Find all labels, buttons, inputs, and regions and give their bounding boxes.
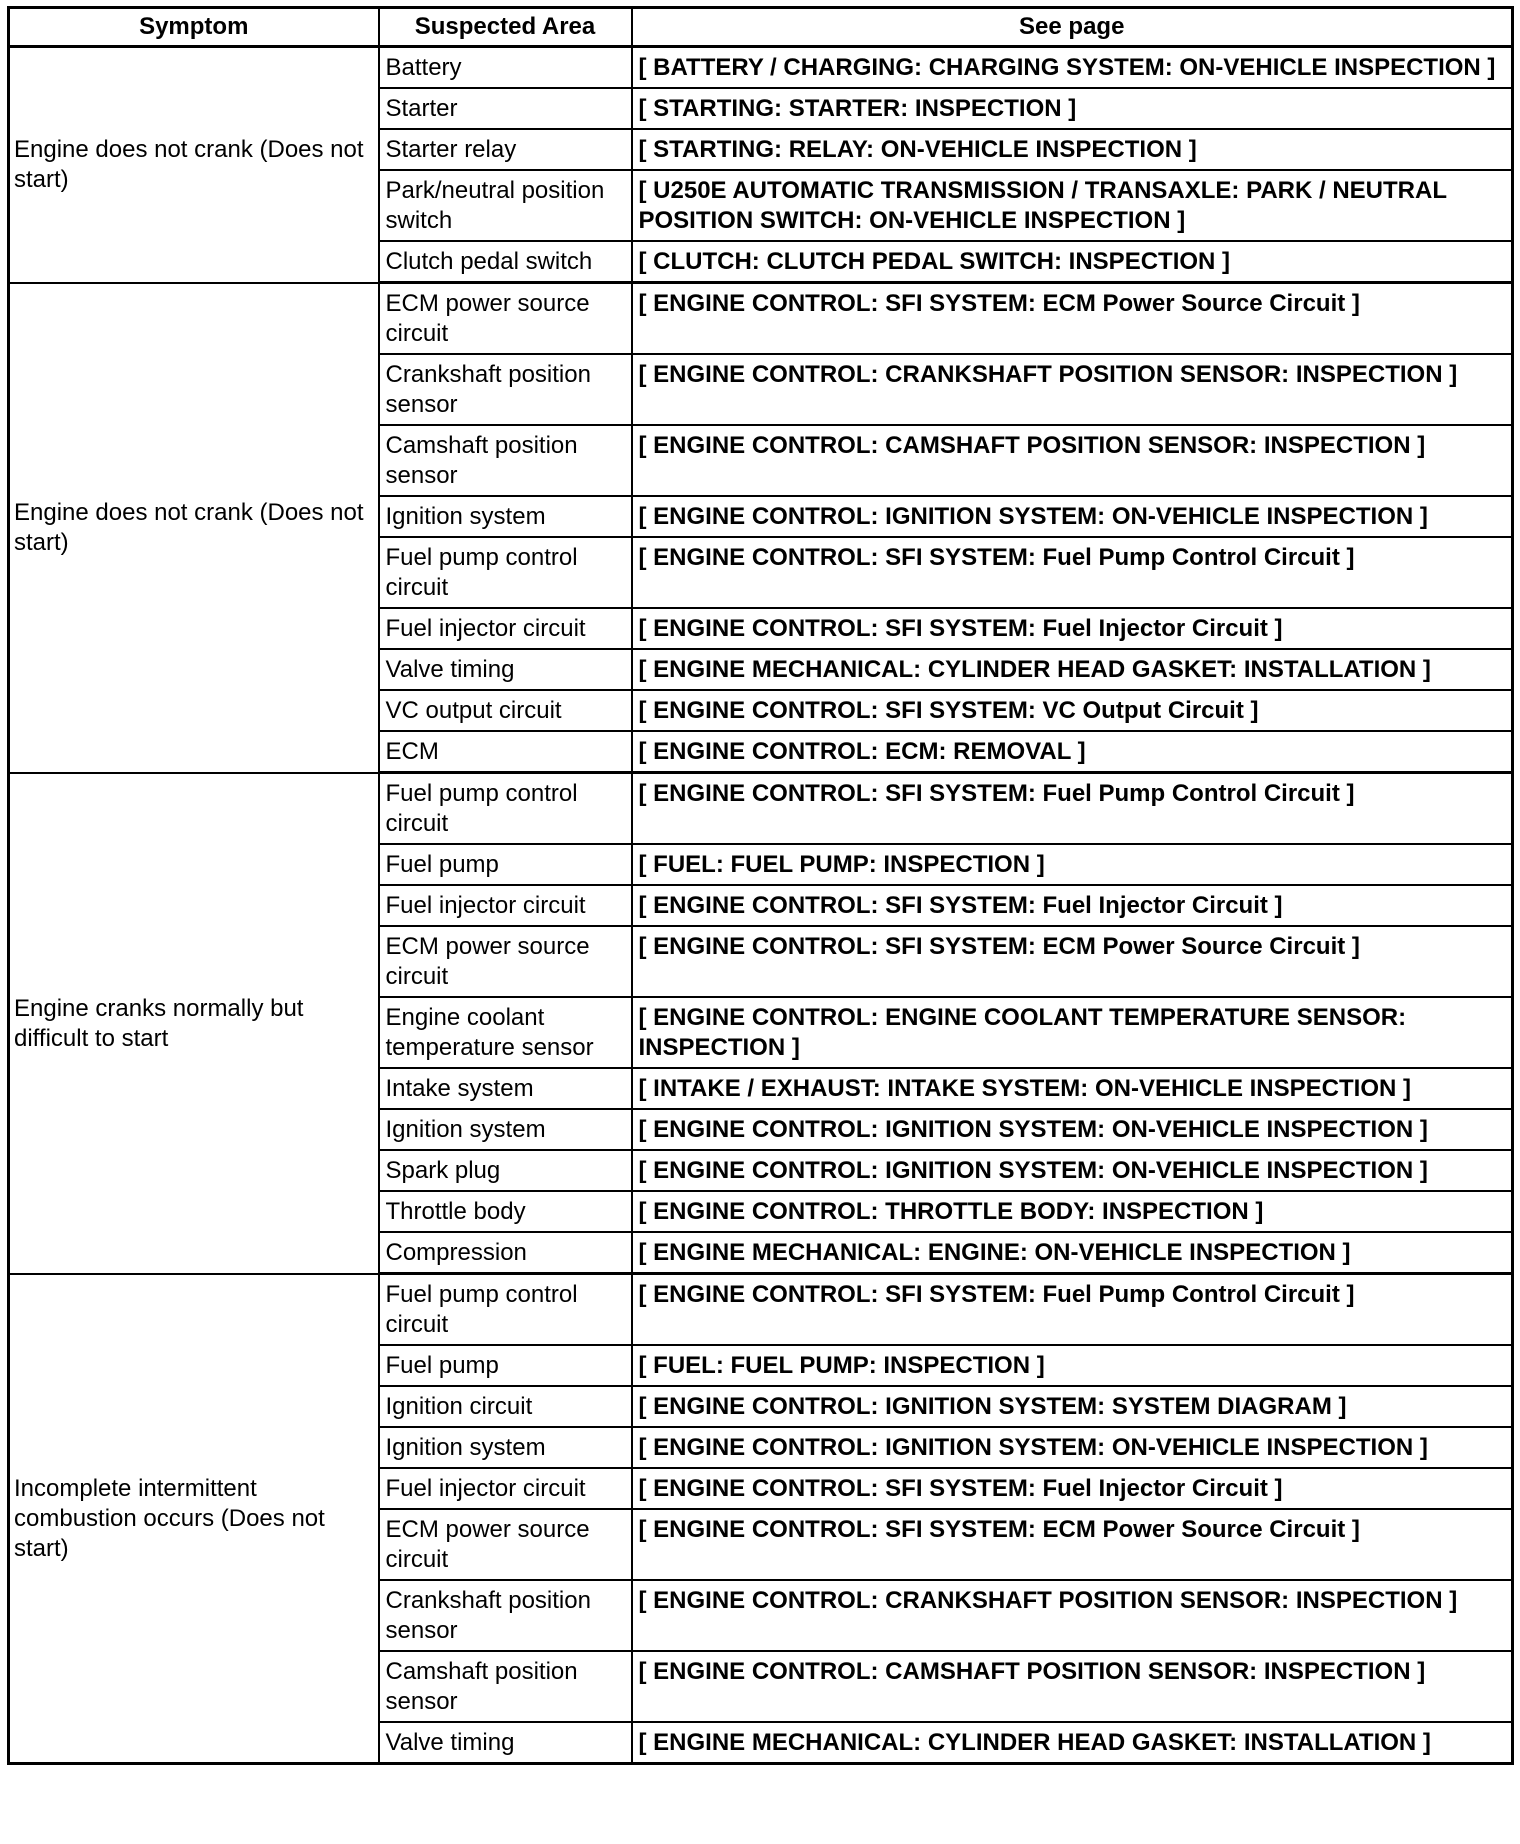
table-row <box>9 283 1513 355</box>
see-page-link[interactable]: [ FUEL: FUEL PUMP: INSPECTION ] <box>632 1345 1513 1386</box>
suspected-area-cell: Throttle body <box>379 1191 632 1232</box>
suspected-area-cell: Clutch pedal switch <box>379 241 632 283</box>
suspected-area-cell: Fuel pump <box>379 844 632 885</box>
suspected-area-cell: Crankshaft position sensor <box>379 354 632 425</box>
suspected-area-cell: Starter <box>379 88 632 129</box>
see-page-link[interactable]: [ ENGINE CONTROL: IGNITION SYSTEM: ON-VEHICLE INSPECTION ] <box>632 1109 1513 1150</box>
suspected-area-cell: ECM <box>379 731 632 773</box>
suspected-area-cell: Fuel pump control circuit <box>379 773 632 845</box>
see-page-link[interactable]: [ ENGINE CONTROL: SFI SYSTEM: Fuel Injector Circuit ] <box>632 1468 1513 1509</box>
see-page-link[interactable]: [ ENGINE CONTROL: IGNITION SYSTEM: ON-VEHICLE INSPECTION ] <box>632 1150 1513 1191</box>
see-page-link[interactable]: [ ENGINE CONTROL: CRANKSHAFT POSITION SENSOR: INSPECTION ] <box>632 354 1513 425</box>
see-page-link[interactable]: [ STARTING: STARTER: INSPECTION ] <box>632 88 1513 129</box>
suspected-area-cell: Ignition system <box>379 496 632 537</box>
table-row <box>9 47 1513 89</box>
suspected-area-cell: ECM power source circuit <box>379 283 632 355</box>
see-page-link[interactable]: [ ENGINE CONTROL: SFI SYSTEM: ECM Power Source Circuit ] <box>632 283 1513 355</box>
see-page-link[interactable]: [ ENGINE CONTROL: CRANKSHAFT POSITION SENSOR: INSPECTION ] <box>632 1580 1513 1651</box>
see-page-link[interactable]: [ ENGINE CONTROL: SFI SYSTEM: Fuel Pump Control Circuit ] <box>632 537 1513 608</box>
symptom-cell: Engine does not crank (Does not start) <box>9 47 379 283</box>
suspected-area-cell: Compression <box>379 1232 632 1274</box>
suspected-area-cell: Ignition circuit <box>379 1386 632 1427</box>
suspected-area-cell: Crankshaft position sensor <box>379 1580 632 1651</box>
suspected-area-cell: Spark plug <box>379 1150 632 1191</box>
see-page-link[interactable]: [ ENGINE CONTROL: SFI SYSTEM: Fuel Injector Circuit ] <box>632 608 1513 649</box>
suspected-area-cell: Fuel pump <box>379 1345 632 1386</box>
see-page-link[interactable]: [ ENGINE CONTROL: SFI SYSTEM: Fuel Injector Circuit ] <box>632 885 1513 926</box>
suspected-area-cell: Fuel injector circuit <box>379 608 632 649</box>
table-header <box>9 8 1513 47</box>
suspected-area-cell: Fuel injector circuit <box>379 885 632 926</box>
see-page-link[interactable]: [ INTAKE / EXHAUST: INTAKE SYSTEM: ON-VEHICLE INSPECTION ] <box>632 1068 1513 1109</box>
suspected-area-cell: Intake system <box>379 1068 632 1109</box>
see-page-link[interactable]: [ ENGINE MECHANICAL: ENGINE: ON-VEHICLE INSPECTION ] <box>632 1232 1513 1274</box>
see-page-link[interactable]: [ ENGINE CONTROL: CAMSHAFT POSITION SENSOR: INSPECTION ] <box>632 425 1513 496</box>
table-body <box>9 47 1513 1764</box>
see-page-link[interactable]: [ STARTING: RELAY: ON-VEHICLE INSPECTION ] <box>632 129 1513 170</box>
header-see-page: See page <box>632 8 1513 47</box>
see-page-link[interactable]: [ ENGINE CONTROL: CAMSHAFT POSITION SENSOR: INSPECTION ] <box>632 1651 1513 1722</box>
suspected-area-cell: Engine coolant temperature sensor <box>379 997 632 1068</box>
suspected-area-cell: Starter relay <box>379 129 632 170</box>
suspected-area-cell: VC output circuit <box>379 690 632 731</box>
see-page-link[interactable]: [ ENGINE CONTROL: IGNITION SYSTEM: ON-VEHICLE INSPECTION ] <box>632 1427 1513 1468</box>
table-row <box>9 1274 1513 1346</box>
see-page-link[interactable]: [ ENGINE MECHANICAL: CYLINDER HEAD GASKET: INSTALLATION ] <box>632 649 1513 690</box>
see-page-link[interactable]: [ ENGINE CONTROL: ENGINE COOLANT TEMPERATURE SENSOR: INSPECTION ] <box>632 997 1513 1068</box>
suspected-area-cell: Ignition system <box>379 1427 632 1468</box>
see-page-link[interactable]: [ ENGINE CONTROL: IGNITION SYSTEM: SYSTEM DIAGRAM ] <box>632 1386 1513 1427</box>
suspected-area-cell: Fuel injector circuit <box>379 1468 632 1509</box>
see-page-link[interactable]: [ ENGINE CONTROL: SFI SYSTEM: Fuel Pump Control Circuit ] <box>632 773 1513 845</box>
see-page-link[interactable]: [ BATTERY / CHARGING: CHARGING SYSTEM: ON-VEHICLE INSPECTION ] <box>632 47 1513 89</box>
suspected-area-cell: Ignition system <box>379 1109 632 1150</box>
symptom-cell: Incomplete intermittent combustion occurs (Does not start) <box>9 1274 379 1764</box>
header-suspected-area: Suspected Area <box>379 8 632 47</box>
see-page-link[interactable]: [ ENGINE CONTROL: ECM: REMOVAL ] <box>632 731 1513 773</box>
see-page-link[interactable]: [ FUEL: FUEL PUMP: INSPECTION ] <box>632 844 1513 885</box>
suspected-area-cell: Fuel pump control circuit <box>379 537 632 608</box>
suspected-area-cell: Valve timing <box>379 649 632 690</box>
see-page-link[interactable]: [ ENGINE CONTROL: THROTTLE BODY: INSPECTION ] <box>632 1191 1513 1232</box>
suspected-area-cell: Camshaft position sensor <box>379 1651 632 1722</box>
table-row <box>9 773 1513 845</box>
see-page-link[interactable]: [ ENGINE CONTROL: SFI SYSTEM: ECM Power Source Circuit ] <box>632 926 1513 997</box>
suspected-area-cell: ECM power source circuit <box>379 926 632 997</box>
troubleshooting-table <box>7 6 1514 1765</box>
see-page-link[interactable]: [ ENGINE CONTROL: IGNITION SYSTEM: ON-VEHICLE INSPECTION ] <box>632 496 1513 537</box>
suspected-area-cell: ECM power source circuit <box>379 1509 632 1580</box>
see-page-link[interactable]: [ U250E AUTOMATIC TRANSMISSION / TRANSAXLE: PARK / NEUTRAL POSITION SWITCH: ON-VEHICLE INSPECTION ] <box>632 170 1513 241</box>
header-row <box>9 8 1513 47</box>
suspected-area-cell: Camshaft position sensor <box>379 425 632 496</box>
see-page-link[interactable]: [ ENGINE MECHANICAL: CYLINDER HEAD GASKET: INSTALLATION ] <box>632 1722 1513 1764</box>
see-page-link[interactable]: [ ENGINE CONTROL: SFI SYSTEM: VC Output Circuit ] <box>632 690 1513 731</box>
header-symptom: Symptom <box>9 8 379 47</box>
suspected-area-cell: Valve timing <box>379 1722 632 1764</box>
suspected-area-cell: Battery <box>379 47 632 89</box>
symptom-cell: Engine cranks normally but difficult to start <box>9 773 379 1274</box>
see-page-link[interactable]: [ ENGINE CONTROL: SFI SYSTEM: Fuel Pump Control Circuit ] <box>632 1274 1513 1346</box>
symptom-cell: Engine does not crank (Does not start) <box>9 283 379 773</box>
suspected-area-cell: Fuel pump control circuit <box>379 1274 632 1346</box>
suspected-area-cell: Park/neutral position switch <box>379 170 632 241</box>
see-page-link[interactable]: [ CLUTCH: CLUTCH PEDAL SWITCH: INSPECTION ] <box>632 241 1513 283</box>
see-page-link[interactable]: [ ENGINE CONTROL: SFI SYSTEM: ECM Power Source Circuit ] <box>632 1509 1513 1580</box>
